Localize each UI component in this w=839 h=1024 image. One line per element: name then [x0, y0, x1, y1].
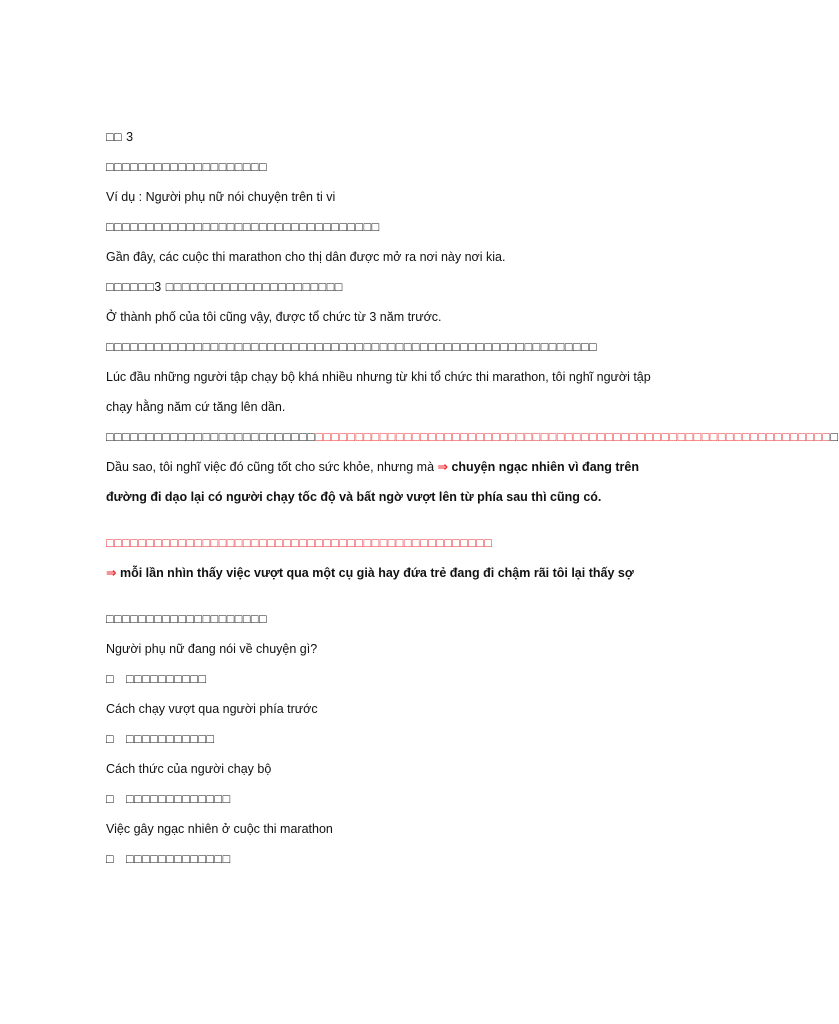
paragraph-4-jp-end: □	[830, 430, 839, 444]
option-bullet-icon: □	[106, 792, 115, 806]
question-vi: Người phụ nữ đang nói về chuyện gì?	[106, 642, 318, 656]
option-2-jp-text: □□□□□□□□□□□	[126, 732, 215, 746]
paragraph-4-vi	[106, 452, 666, 512]
option-3-vi: Việc gây ngạc nhiên ở cuộc thi marathon	[106, 822, 333, 836]
option-bullet-icon: □	[106, 852, 115, 866]
option-3-jp[interactable]	[106, 784, 666, 814]
paragraph-2-jp: □□□□□□3 □□□□□□□□□□□□□□□□□□□□□□	[106, 280, 343, 294]
arrow-icon: ⇒	[106, 566, 117, 580]
paragraph-4-jp-highlight: □□□□□□□□□□□□□□□□□□□□□□□□□□□□□□□□□□□□□□□□□□□□□□□□□□□□□□□□□□□□□□□□	[315, 430, 831, 444]
paragraph-3-vi-line-1: Lúc đầu những người tập chạy bộ khá nhiều nhưng từ khi tổ chức thi marathon, tôi nghĩ người tập	[106, 370, 651, 384]
paragraph-3-vi-line-2: chạy hằng năm cứ tăng lên dần.	[106, 400, 286, 414]
option-1-vi: Cách chạy vượt qua người phía trước	[106, 702, 318, 716]
question-number: □□ 3	[106, 130, 134, 144]
paragraph-1-jp: □□□□□□□□□□□□□□□□□□□□□□□□□□□□□□□□□□	[106, 220, 380, 234]
paragraph-4-jp-black: □□□□□□□□□□□□□□□□□□□□□□□□□□	[106, 430, 316, 444]
spacer	[106, 512, 666, 528]
option-2-vi: Cách thức của người chạy bộ	[106, 762, 272, 776]
instruction-jp: □□□□□□□□□□□□□□□□□□□□	[106, 160, 268, 174]
paragraph-5-jp-highlight: □□□□□□□□□□□□□□□□□□□□□□□□□□□□□□□□□□□□□□□□□□□□□□□□	[106, 536, 493, 550]
paragraph-5-vi	[106, 558, 666, 588]
paragraph-4-jp	[106, 422, 839, 452]
option-bullet-icon: □	[106, 732, 115, 746]
option-1-jp[interactable]	[106, 664, 666, 694]
option-1-jp-text: □□□□□□□□□□	[126, 672, 207, 686]
question-jp: □□□□□□□□□□□□□□□□□□□□	[106, 612, 268, 626]
spacer	[106, 588, 666, 604]
option-4-jp[interactable]	[106, 844, 666, 874]
option-2-jp[interactable]	[106, 724, 666, 754]
paragraph-4-vi-text: Dầu sao, tôi nghĩ việc đó cũng tốt cho sức khỏe, nhưng mà	[106, 460, 438, 474]
option-bullet-icon: □	[106, 672, 115, 686]
example-title-vi: Ví dụ : Người phụ nữ nói chuyện trên ti vi	[106, 190, 336, 204]
option-4-jp-text: □□□□□□□□□□□□□	[126, 852, 231, 866]
paragraph-2-vi: Ở thành phố của tôi cũng vậy, được tổ chức từ 3 năm trước.	[106, 310, 442, 324]
arrow-icon: ⇒	[437, 460, 448, 474]
option-3-jp-text: □□□□□□□□□□□□□	[126, 792, 231, 806]
paragraph-5-vi-bold: mỗi lần nhìn thấy việc vượt qua một cụ già hay đứa trẻ đang đi chậm rãi tôi lại thấy sợ	[116, 566, 634, 580]
document-page	[106, 122, 839, 874]
paragraph-1-vi: Gần đây, các cuộc thi marathon cho thị dân được mở ra nơi này nơi kia.	[106, 250, 506, 264]
paragraph-4-vi-bold: chuyện ngạc nhiên vì đang trên đường đi dạo lại có người chạy tốc độ và bất ngờ vượt lên từ phía sau thì cũng có.	[106, 460, 640, 504]
paragraph-3-jp: □□□□□□□□□□□□□□□□□□□□□□□□□□□□□□□□□□□□□□□□□□□□□□□□□□□□□□□□□□□□□	[106, 340, 598, 354]
